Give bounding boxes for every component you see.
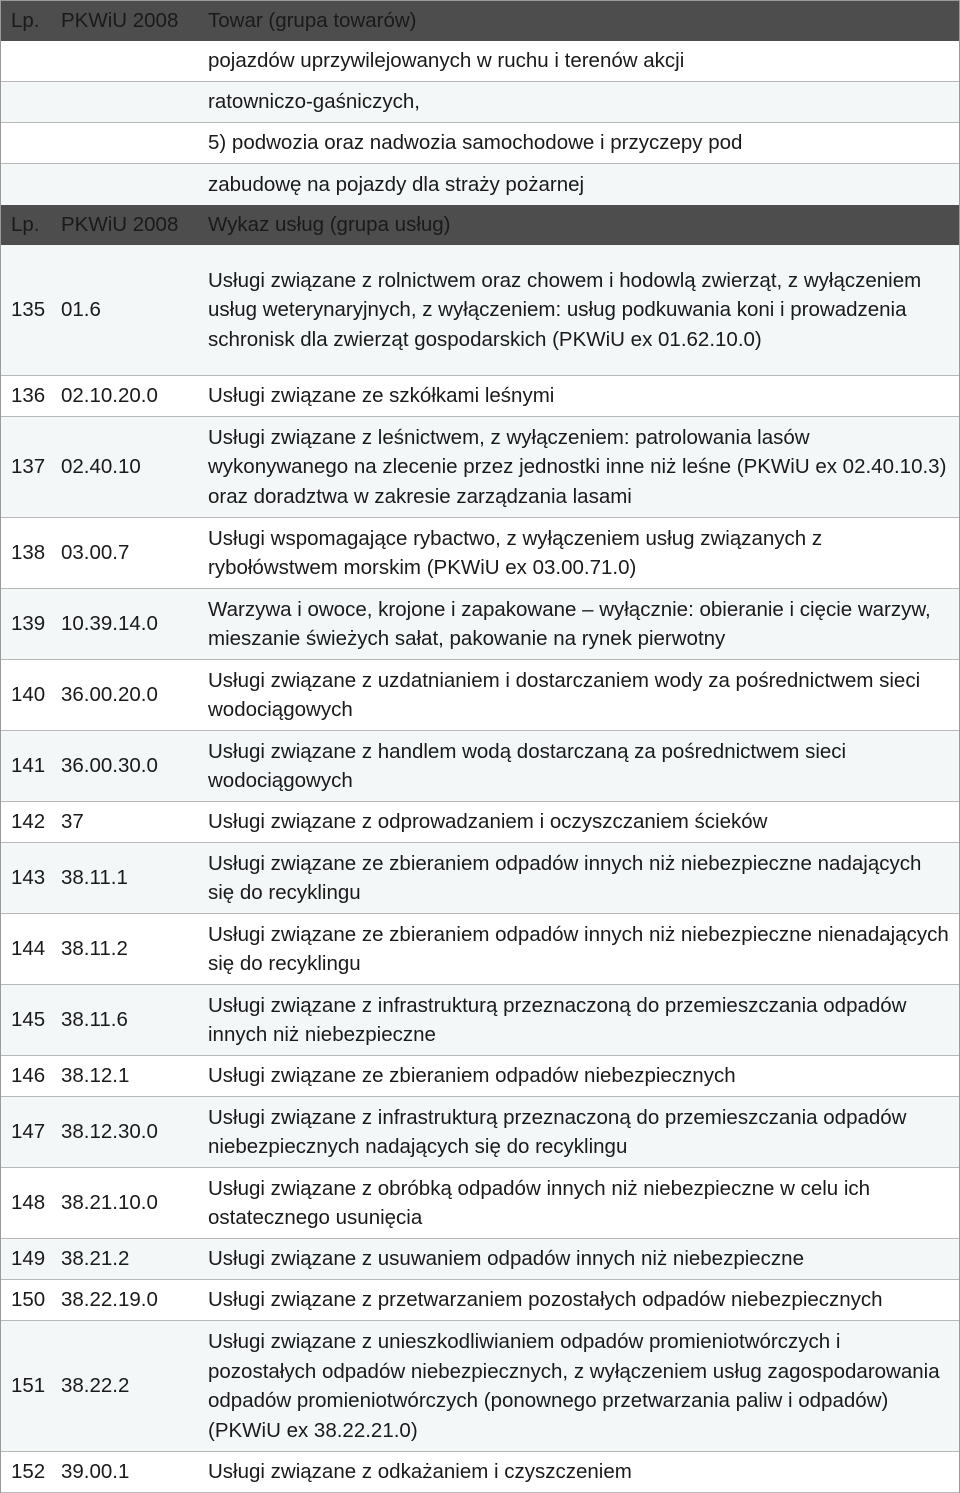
table-row	[1, 1452, 959, 1493]
table-row	[1, 1097, 959, 1168]
pkwiu-code: 02.40.10	[61, 455, 141, 479]
pkwiu-code: 01.6	[61, 298, 101, 322]
table-row	[1, 802, 959, 843]
row-number: 135	[11, 298, 46, 322]
row-number: 145	[11, 1008, 46, 1032]
pkwiu-code: 10.39.14.0	[61, 612, 158, 636]
service-description: Usługi związane z rolnictwem oraz chowem i hodowlą zwierząt, z wyłączeniem usług weterynaryjnych, z wyłączeniem: usług podkuwania koni i prowadzenia schronisk dla zwierząt gospodarskich (PKWiU ex 01.62.10.0)	[208, 268, 922, 351]
table-row	[1, 1239, 959, 1280]
continuation-text: pojazdów uprzywilejowanych w ruchu i terenów akcji	[208, 49, 685, 73]
service-description: Usługi związane z infrastrukturą przeznaczoną do przemieszczania odpadów niebezpiecznych nadających się do recyklingu	[208, 1105, 907, 1158]
service-description: Warzywa i owoce, krojone i zapakowane – wyłącznie: obieranie i cięcie warzyw, mieszanie świeżych sałat, pakowanie na rynek pierwotny	[208, 597, 931, 650]
pkwiu-code: 38.12.30.0	[61, 1120, 158, 1144]
row-number: 147	[11, 1120, 46, 1144]
service-description: Usługi związane z handlem wodą dostarczaną za pośrednictwem sieci wodociągowych	[208, 739, 847, 792]
table-row	[1, 843, 959, 914]
service-description: Usługi związane z leśnictwem, z wyłączeniem: patrolowania lasów wykonywanego na zlecenie przez jednostki inne niż leśne (PKWiU ex 02.40.10.3) oraz doradztwa w zakresie zarządzania lasami	[208, 425, 947, 508]
table-header-services	[1, 205, 959, 245]
table-row	[1, 1056, 959, 1097]
row-number: 149	[11, 1247, 46, 1271]
continuation-row	[1, 123, 959, 164]
table-row	[1, 245, 959, 376]
continuation-text: ratowniczo-gaśniczych,	[208, 90, 420, 114]
row-number: 150	[11, 1288, 46, 1312]
pkwiu-code: 36.00.20.0	[61, 683, 158, 707]
row-number: 146	[11, 1064, 46, 1088]
row-number: 138	[11, 541, 46, 565]
service-description: Usługi związane z unieszkodliwianiem odpadów promieniotwórczych i pozostałych odpadów niebezpiecznych, z wyłączeniem usług zagospodarowania odpadów promieniotwórczych (ponownego przetwarzania paliw i odpadów) (PKWiU ex 38.22.21.0)	[208, 1330, 940, 1442]
table-row	[1, 1321, 959, 1452]
row-number: 140	[11, 683, 46, 707]
row-number: 139	[11, 612, 46, 636]
service-description: Usługi związane ze zbieraniem odpadów niebezpiecznych	[208, 1064, 736, 1088]
header-name: Towar (grupa towarów)	[208, 9, 417, 32]
header-code: PKWiU 2008	[61, 213, 179, 236]
service-description: Usługi związane z obróbką odpadów innych niż niebezpieczne w celu ich ostatecznego usunięcia	[208, 1176, 871, 1229]
service-description: Usługi związane ze zbieraniem odpadów innych niż niebezpieczne nienadających się do recyklingu	[208, 922, 949, 975]
pkwiu-code: 39.00.1	[61, 1460, 130, 1484]
continuation-row	[1, 164, 959, 205]
continuation-row	[1, 82, 959, 123]
pkwiu-code: 38.11.1	[61, 866, 128, 890]
row-number: 141	[11, 754, 46, 778]
row-number: 151	[11, 1374, 46, 1398]
table-row	[1, 660, 959, 731]
table-header-goods	[1, 1, 959, 41]
service-description: Usługi związane z usuwaniem odpadów innych niż niebezpieczne	[208, 1247, 804, 1271]
table-body	[1, 245, 959, 1493]
pkwiu-code: 38.12.1	[61, 1064, 130, 1088]
pkwiu-code: 02.10.20.0	[61, 384, 158, 408]
pkwiu-code: 03.00.7	[61, 541, 130, 565]
pkwiu-code: 38.22.2	[61, 1374, 130, 1398]
header-name: Wykaz usług (grupa usług)	[208, 213, 451, 236]
row-number: 152	[11, 1460, 46, 1484]
row-number: 137	[11, 455, 46, 479]
service-description: Usługi wspomagające rybactwo, z wyłączeniem usług związanych z rybołówstwem morskim (PKWiU ex 03.00.71.0)	[208, 526, 823, 579]
service-description: Usługi związane ze zbieraniem odpadów innych niż niebezpieczne nadających się do recyklingu	[208, 851, 922, 904]
pkwiu-code: 38.11.2	[61, 937, 128, 961]
table-row	[1, 731, 959, 802]
service-description: Usługi związane z odprowadzaniem i oczyszczaniem ścieków	[208, 810, 768, 834]
pkwiu-code: 38.11.6	[61, 1008, 128, 1032]
header-lp: Lp.	[11, 213, 40, 236]
row-number: 136	[11, 384, 46, 408]
service-description: Usługi związane z infrastrukturą przeznaczoną do przemieszczania odpadów innych niż niebezpieczne	[208, 993, 907, 1046]
service-description: Usługi związane z uzdatnianiem i dostarczaniem wody za pośrednictwem sieci wodociągowych	[208, 668, 921, 721]
pkwiu-code: 36.00.30.0	[61, 754, 158, 778]
table-row	[1, 1168, 959, 1239]
row-number: 148	[11, 1191, 46, 1215]
table-row	[1, 1280, 959, 1321]
row-number: 143	[11, 866, 46, 890]
header-lp: Lp.	[11, 9, 40, 32]
table-row	[1, 589, 959, 660]
table-row	[1, 985, 959, 1056]
row-number: 144	[11, 937, 46, 961]
pkwiu-code: 38.21.10.0	[61, 1191, 158, 1215]
pkwiu-code: 38.22.19.0	[61, 1288, 158, 1312]
table-row	[1, 376, 959, 417]
continuation-row	[1, 41, 959, 82]
service-description: Usługi związane z przetwarzaniem pozostałych odpadów niebezpiecznych	[208, 1288, 883, 1312]
table-row	[1, 417, 959, 518]
row-number: 142	[11, 810, 46, 834]
table-row	[1, 914, 959, 985]
service-description: Usługi związane ze szkółkami leśnymi	[208, 384, 555, 408]
pkwiu-code: 37	[61, 810, 84, 834]
continuation-text: zabudowę na pojazdy dla straży pożarnej	[208, 172, 585, 196]
pkwiu-code: 38.21.2	[61, 1247, 130, 1271]
service-description: Usługi związane z odkażaniem i czyszczeniem	[208, 1460, 632, 1484]
header-code: PKWiU 2008	[61, 9, 179, 32]
table-row	[1, 518, 959, 589]
continuation-text: 5) podwozia oraz nadwozia samochodowe i przyczepy pod	[208, 131, 743, 155]
